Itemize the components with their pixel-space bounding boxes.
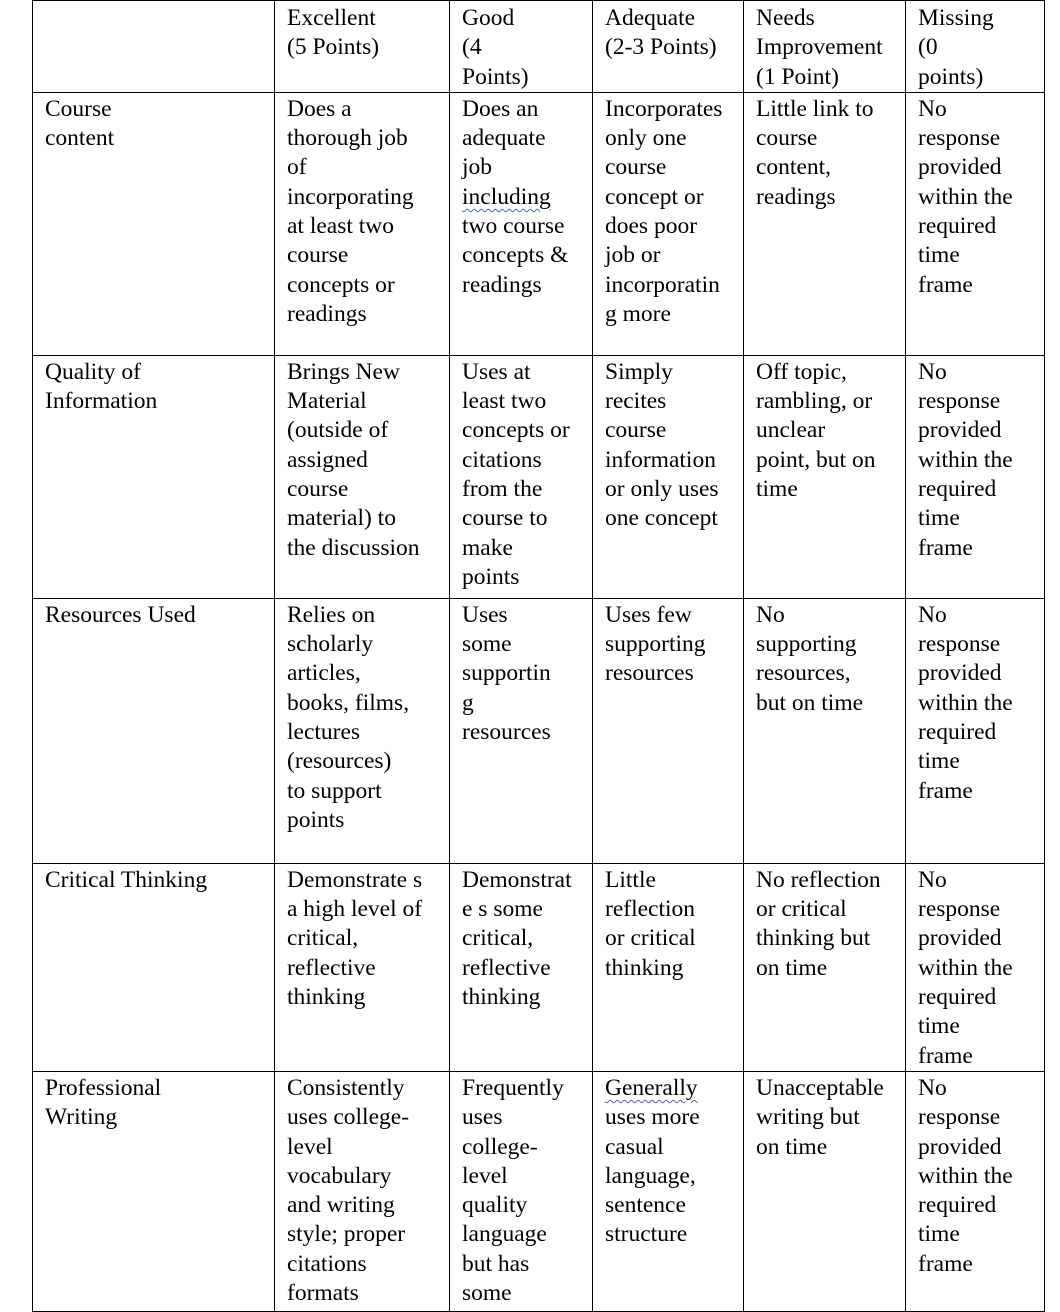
good-text-part: two course concepts & readings [462,213,569,298]
excellent-cell [275,355,450,598]
needs-improvement-cell [744,598,906,863]
header-cell-excellent [275,1,450,93]
criterion-label: Course content [45,95,115,152]
missing-cell [906,92,1045,355]
header-good-label: Good (4 Points) [462,5,529,90]
header-cell-needs-improvement [744,1,906,93]
adequate-cell [593,92,744,355]
adequate-cell [593,1071,744,1311]
missing-cell [906,598,1045,863]
missing-text: No response provided within the required time frame [918,866,1013,1069]
criterion-label: Resources Used [45,601,196,628]
good-text-part: Does an adequate job [462,95,546,181]
good-text: Demonstrat e s some critical, reflective thinking [462,866,572,1011]
excellent-text: Brings New Material (outside of assigned course material) to the discussion [287,358,420,561]
criterion-cell [33,355,275,598]
needs-improvement-text: Unacceptable writing but on time [756,1074,884,1160]
good-cell [450,598,593,863]
good-cell [450,92,593,355]
table-row [33,355,1045,598]
table-row [33,598,1045,863]
header-cell-missing [906,1,1045,93]
missing-cell [906,863,1045,1071]
criterion-cell [33,92,275,355]
excellent-text: Demonstrate s a high level of critical, reflective thinking [287,866,423,1011]
needs-improvement-cell [744,355,906,598]
excellent-cell [275,598,450,863]
missing-text: No response provided within the required time frame [918,1074,1013,1277]
good-text: Uses some supportin g resources [462,601,551,746]
header-row [33,1,1045,93]
header-cell-criterion [33,1,275,93]
adequate-cell [593,863,744,1071]
header-cell-adequate [593,1,744,93]
excellent-text: Consistently uses college- level vocabulary and writing style; proper citations formats [287,1074,410,1307]
adequate-text [605,1075,700,1247]
missing-text: No response provided within the required time frame [918,601,1013,804]
missing-cell [906,1071,1045,1311]
adequate-cell [593,598,744,863]
criterion-label: Professional Writing [45,1074,162,1131]
header-excellent-label: Excellent (5 Points) [287,5,380,61]
needs-improvement-text: No reflection or critical thinking but on time [756,866,881,981]
adequate-cell [593,355,744,598]
needs-improvement-cell [744,92,906,355]
needs-improvement-text: No supporting resources, but on time [756,601,864,716]
good-text [462,96,568,298]
adequate-text: Incorporates only one course concept or does poor job or incorporatin g more [605,95,723,327]
criterion-label: Quality of Information [45,358,158,415]
good-text: Frequently uses college- level quality language but has some [462,1074,564,1307]
adequate-text: Little reflection or critical thinking [605,866,696,981]
missing-cell [906,355,1045,598]
adequate-text-part: uses more casual language, sentence structure [605,1104,700,1248]
header-needs-improvement-label: Needs Improvement (1 Point) [756,5,883,90]
needs-improvement-text: Little link to course content, readings [756,95,874,210]
spellcheck-flagged-word: Generally [605,1074,698,1101]
good-cell [450,355,593,598]
header-cell-good [450,1,593,93]
table-row [33,92,1045,355]
criterion-cell [33,598,275,863]
excellent-cell [275,863,450,1071]
needs-improvement-cell [744,1071,906,1311]
excellent-cell [275,1071,450,1311]
spellcheck-flagged-word: including [462,183,551,210]
missing-text: No response provided within the required time frame [918,358,1013,561]
adequate-text: Simply recites course information or only uses one concept [605,358,719,532]
good-cell [450,1071,593,1311]
table-row [33,863,1045,1071]
excellent-text: Does a thorough job of incorporating at least two course concepts or readings [287,95,414,327]
good-text: Uses at least two concepts or citations from the course to make points [462,358,570,590]
criterion-label: Critical Thinking [45,866,208,893]
needs-improvement-text: Off topic, rambling, or unclear point, but on time [756,358,876,503]
excellent-text: Relies on scholarly articles, books, films, lectures (resources) to support points [287,601,410,833]
criterion-cell [33,863,275,1071]
adequate-text: Uses few supporting resources [605,601,706,687]
criterion-cell [33,1071,275,1311]
excellent-cell [275,92,450,355]
good-cell [450,863,593,1071]
missing-text: No response provided within the required time frame [918,95,1013,298]
header-missing-label: Missing (0 points) [918,5,994,90]
header-adequate-label: Adequate (2-3 Points) [605,5,717,61]
rubric-table [32,0,1045,1312]
table-row [33,1071,1045,1311]
needs-improvement-cell [744,863,906,1071]
